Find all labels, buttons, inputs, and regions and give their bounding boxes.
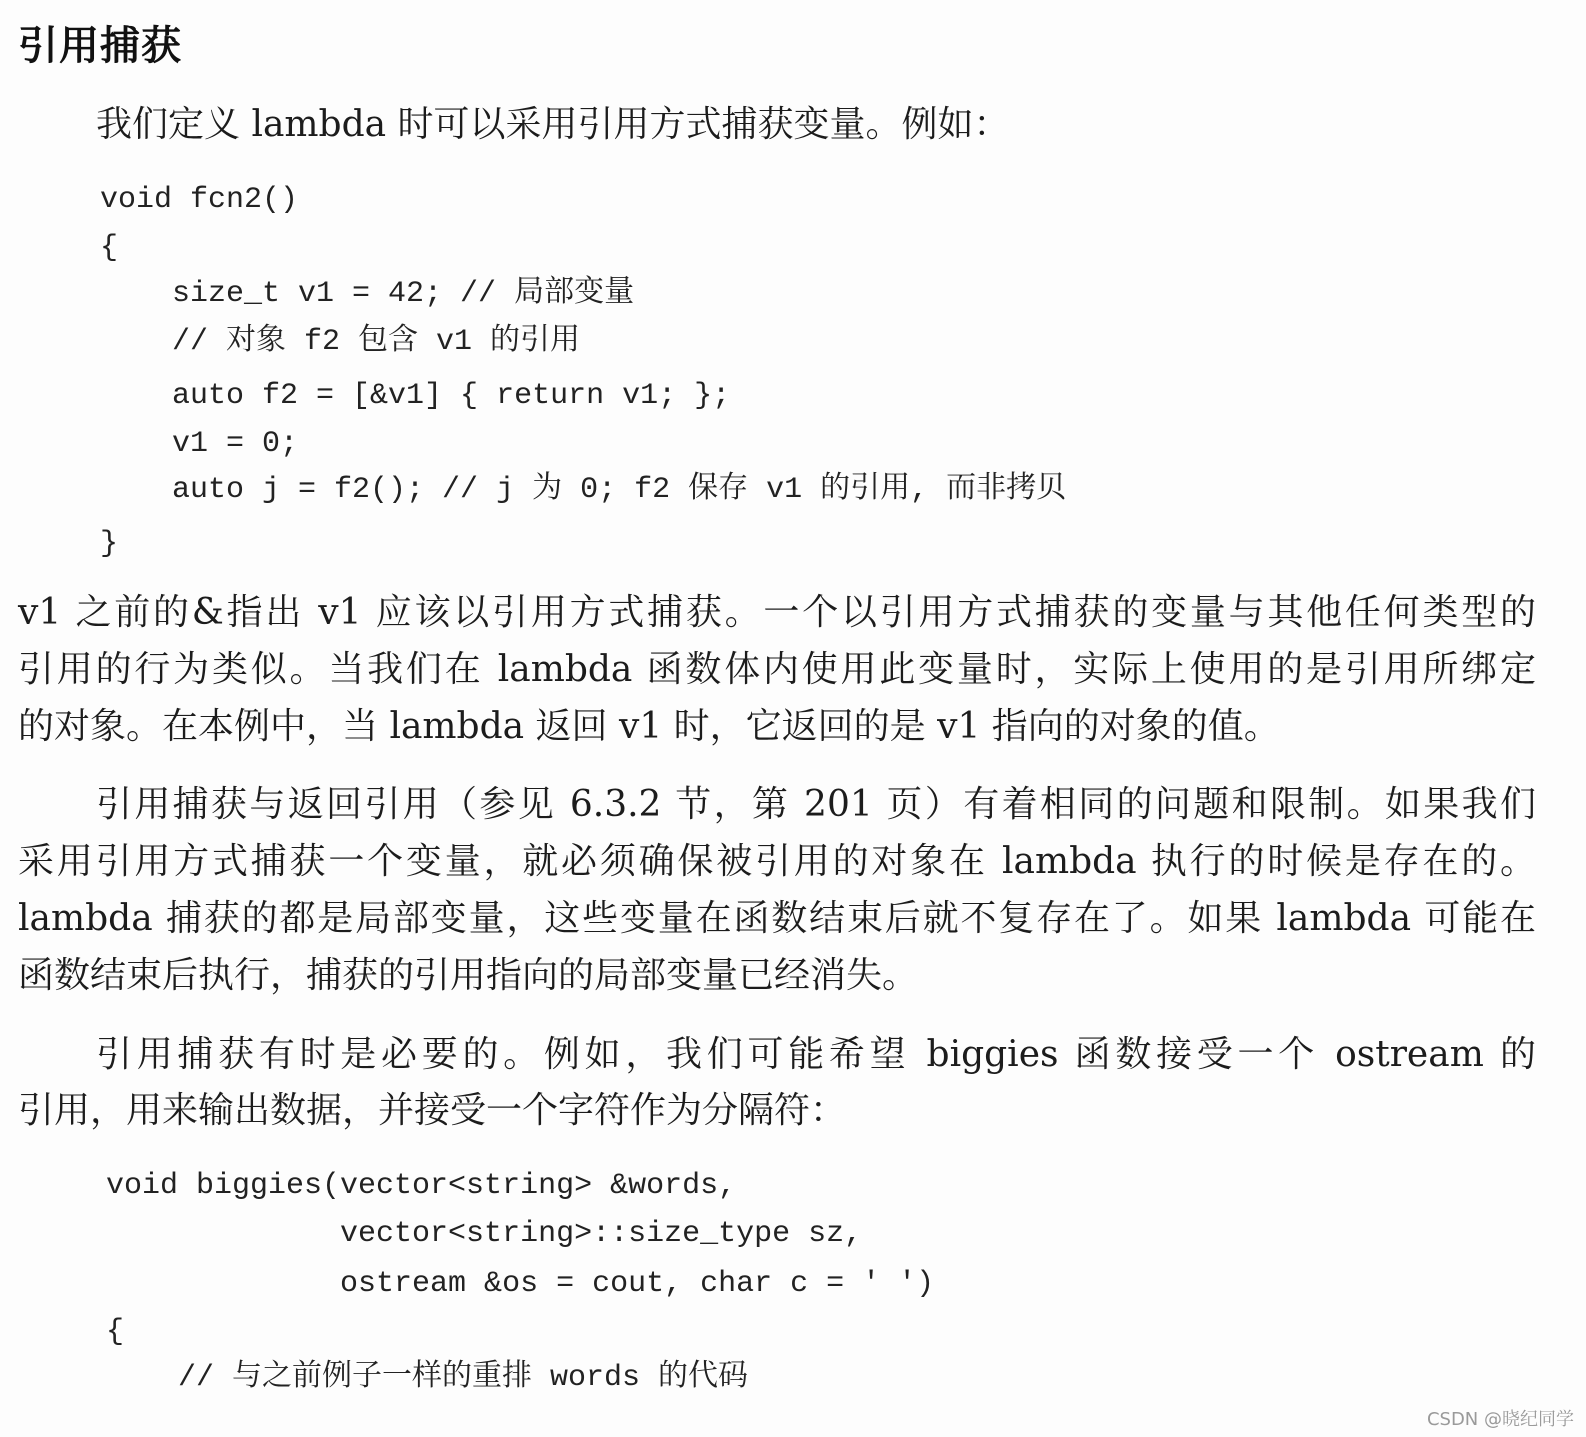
code-line: // 对象 f2 包含 v1 的引用 [100,325,581,359]
code-line: { [100,231,119,265]
code-line: { [106,1315,125,1349]
paragraph-line: 引用，用来输出数据，并接受一个字符作为分隔符： [18,1090,847,1131]
paragraph-line: 函数结束后执行，捕获的引用指向的局部变量已经消失。 [18,955,919,996]
code-line: size_t v1 = 42; // 局部变量 [100,277,635,311]
paragraph-line: 采用引用方式捕获一个变量，就必须确保被引用的对象在 lambda 执行的时候是存在的。 [18,841,1536,882]
code-line: } [100,527,119,561]
paragraph-line: 引用的行为类似。当我们在 lambda 函数体内使用此变量时，实际上使用的是引用所绑定 [18,649,1536,690]
paragraph-line: 引用捕获有时是必要的。例如，我们可能希望 biggies 函数接受一个 ostream 的 [96,1034,1536,1075]
csdn-watermark: CSDN @晓纪同学 [1426,1409,1574,1430]
code-line: auto j = f2(); // j 为 0; f2 保存 v1 的引用, 而非拷贝 [100,473,1067,507]
paragraph-line: 引用捕获与返回引用（参见 6.3.2 节，第 201 页）有着相同的问题和限制。如果我们 [96,784,1536,825]
code-line: void fcn2() [100,183,299,217]
intro-text: 我们定义 lambda 时可以采用引用方式捕获变量。例如： [96,104,1010,145]
section-heading: 引用捕获 [18,23,182,69]
code-line: // 与之前例子一样的重排 words 的代码 [106,1361,749,1395]
code-line: vector<string>::size_type sz, [106,1217,863,1251]
paragraph-line: 的对象。在本例中，当 lambda 返回 v1 时，它返回的是 v1 指向的对象的值。 [18,706,1280,747]
code-line: ostream &os = cout, char c = ' ') [106,1267,935,1301]
paragraph-line: v1 之前的&指出 v1 应该以引用方式捕获。一个以引用方式捕获的变量与其他任何类型的 [18,592,1536,633]
code-line: void biggies(vector<string> &words, [106,1169,737,1203]
code-line: auto f2 = [&v1] { return v1; }; [100,379,731,413]
code-line: v1 = 0; [100,427,299,461]
paragraph-line: lambda 捕获的都是局部变量，这些变量在函数结束后就不复存在了。如果 lambda 可能在 [18,898,1536,939]
